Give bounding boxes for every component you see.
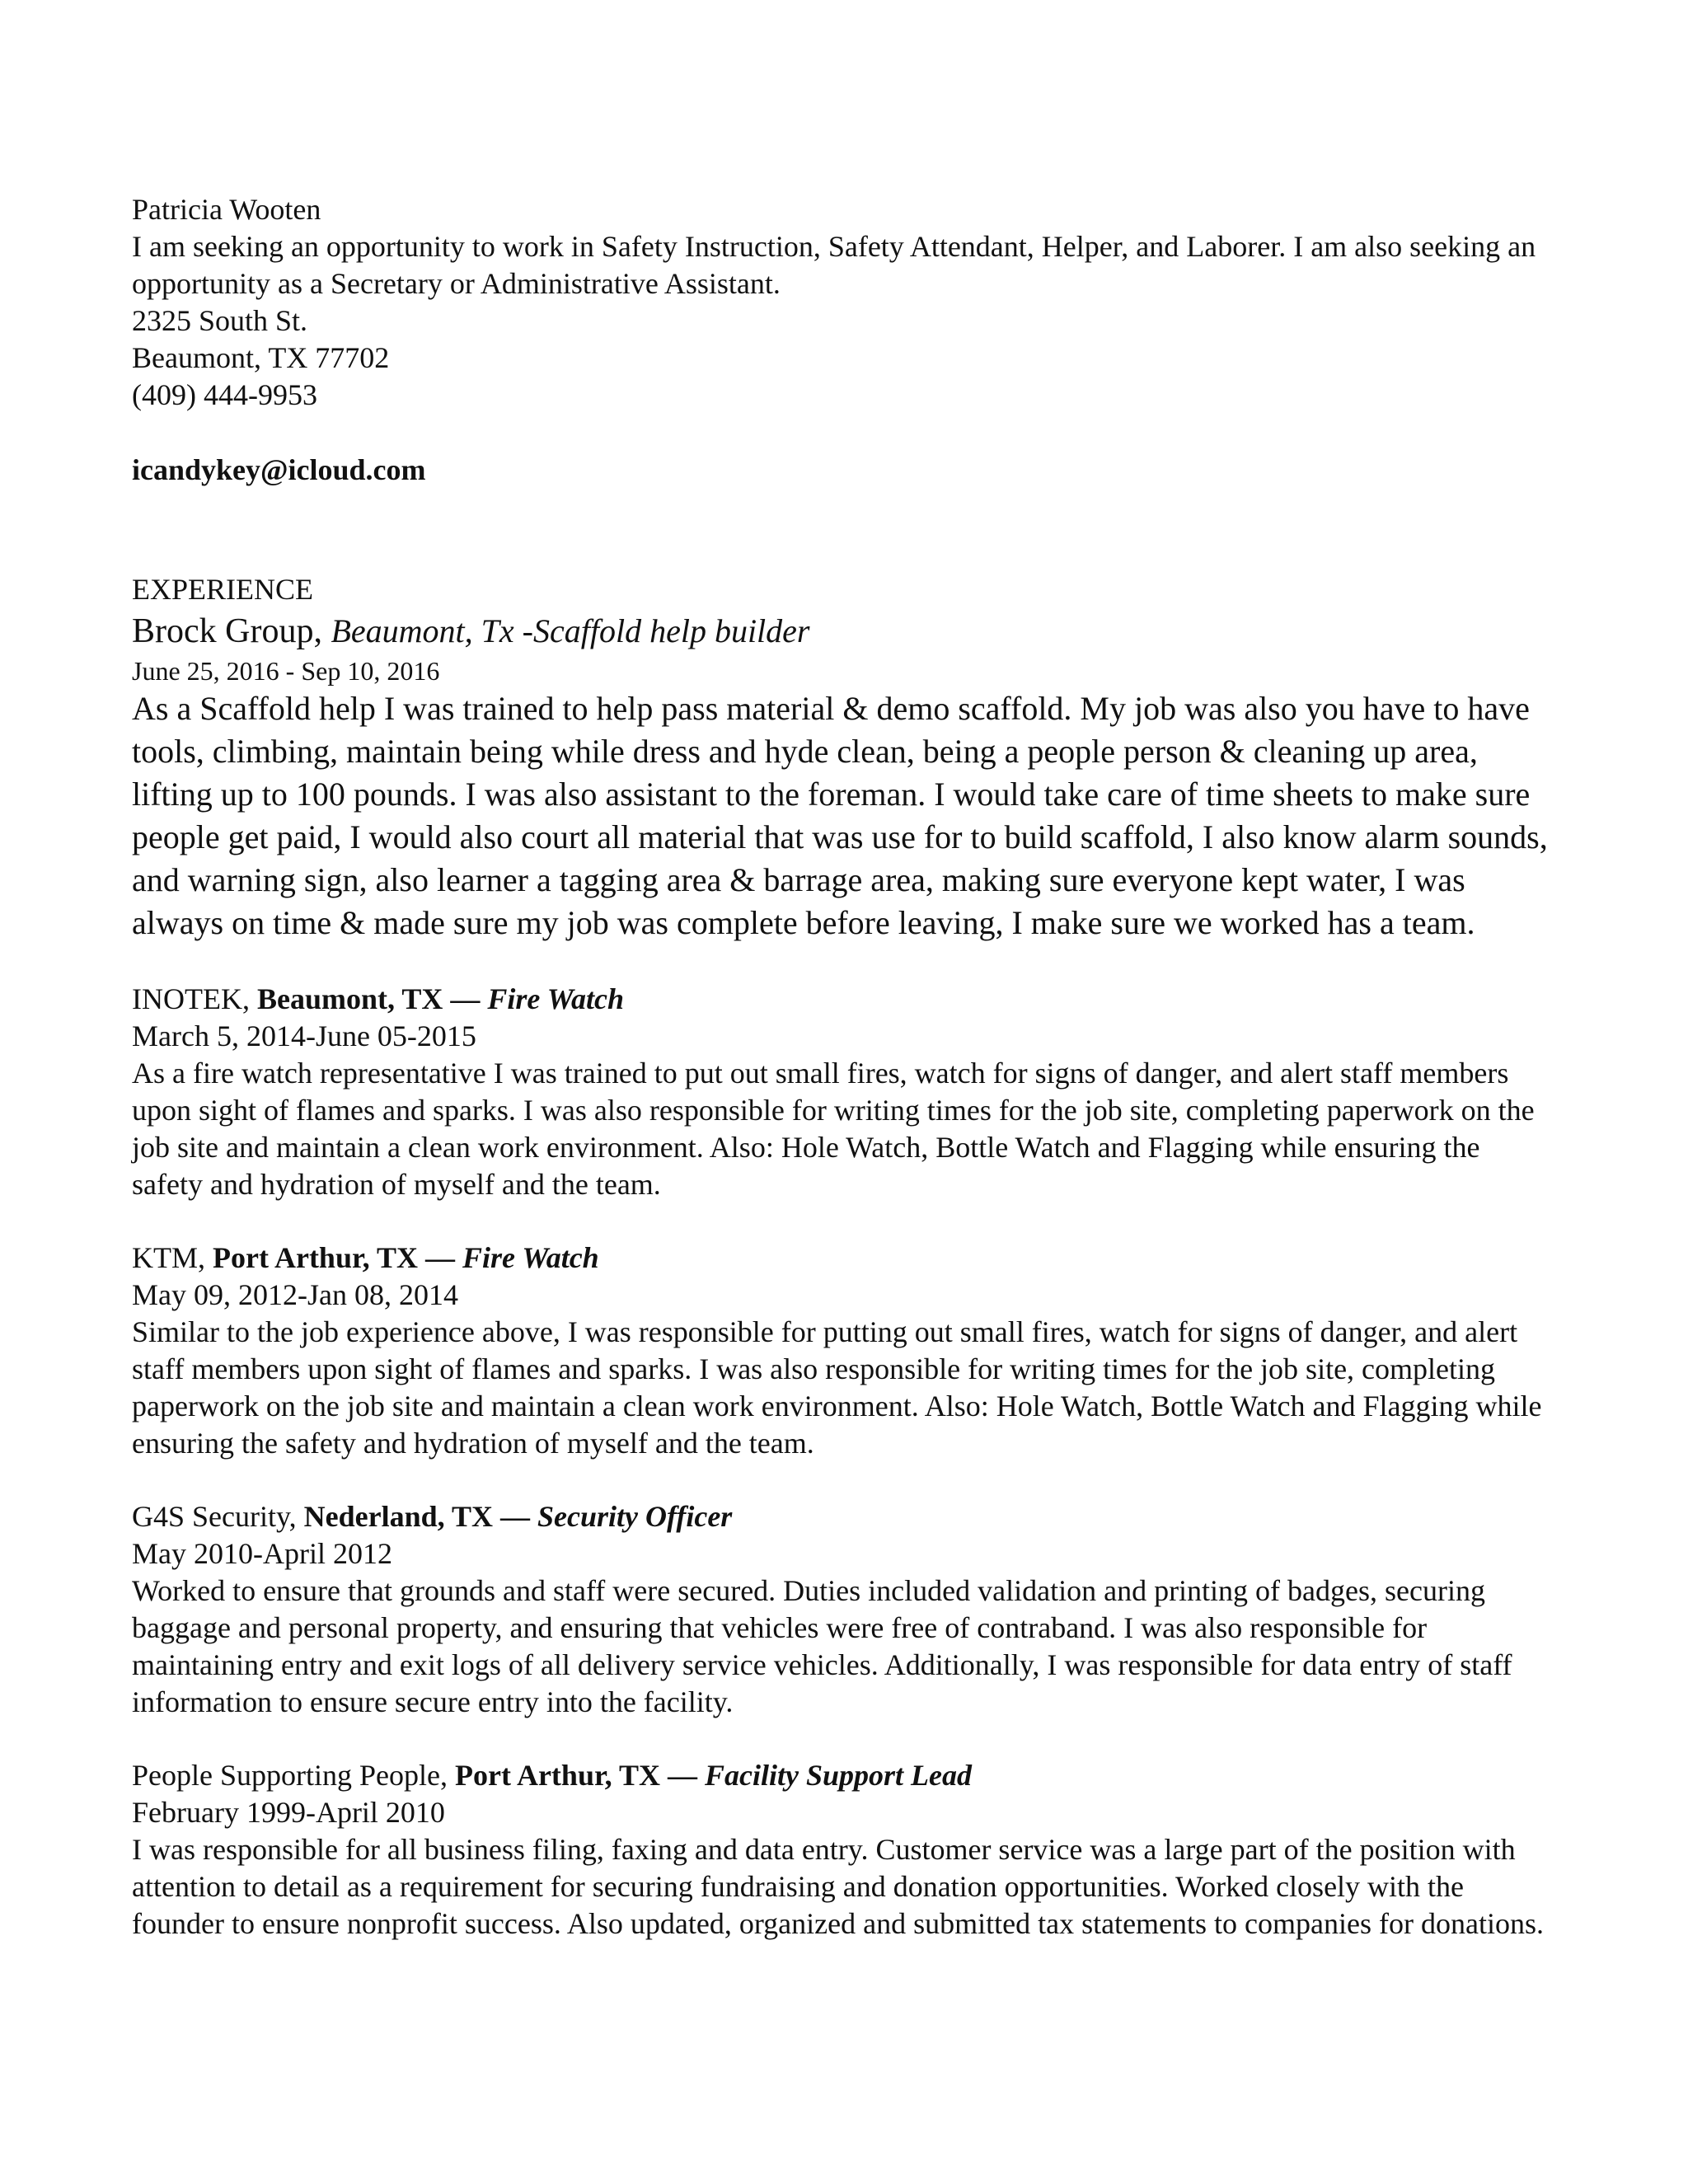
job-role: Facility Support Lead xyxy=(705,1759,972,1792)
job-company: G4S Security, xyxy=(132,1500,304,1533)
job-description: As a fire watch representative I was trained to put out small fires, watch for signs of danger, and alert staff members upon sight of flames and sparks. I was also responsible for writing times for the job site, completing paperwork on the job site and maintain a clean work environment. Also: Hole Watch, Bottle Watch and Flagging while ensuring the safety and hydration of myself and the team. xyxy=(132,1057,1535,1201)
job-location: Nederland, TX — xyxy=(303,1500,538,1533)
job-location: Port Arthur, TX — xyxy=(213,1241,463,1274)
job-entry-brock xyxy=(132,608,1550,944)
job-entry-ktm xyxy=(132,1240,1550,1462)
job-role: Fire Watch xyxy=(462,1241,599,1274)
email-address: icandykey@icloud.com xyxy=(132,453,426,486)
contact-block xyxy=(132,191,1550,489)
job-dates: June 25, 2016 - Sep 10, 2016 xyxy=(132,656,440,686)
job-description: Worked to ensure that grounds and staff were secured. Duties included validation and printing of badges, securing baggage and personal property, and ensuring that vehicles were free of contraband. I was also responsible for maintaining entry and exit logs of all delivery service vehicles. Additionally, I was responsible for data entry of staff information to ensure secure entry into the facility. xyxy=(132,1574,1512,1718)
address-line-2: Beaumont, TX 77702 xyxy=(132,341,390,374)
job-company: INOTEK, xyxy=(132,982,257,1015)
job-company: People Supporting People, xyxy=(132,1759,455,1792)
experience-heading: EXPERIENCE xyxy=(132,573,313,606)
job-dates: May 09, 2012-Jan 08, 2014 xyxy=(132,1278,458,1311)
job-location-role: Beaumont, Tx -Scaffold help builder xyxy=(331,612,810,649)
job-role: Security Officer xyxy=(537,1500,733,1533)
job-location: Port Arthur, TX — xyxy=(454,1759,705,1792)
objective-statement: I am seeking an opportunity to work in Safety Instruction, Safety Attendant, Helper, and Laborer. I am also seeking an opportunity as a Secretary or Administrative Assistant. xyxy=(132,230,1536,300)
job-description: I was responsible for all business filing, faxing and data entry. Customer service was a large part of the position with attention to detail as a requirement for securing fundraising and donation opportunities. Worked closely with the founder to ensure nonprofit success. Also updated, organized and submitted tax statements to companies for donations. xyxy=(132,1833,1544,1940)
resume-page xyxy=(132,191,1550,1943)
job-description: As a Scaffold help I was trained to help pass material & demo scaffold. My job was also you have to have tools, climbing, maintain being while dress and hyde clean, being a people person & cleaning up area, lifting up to 100 pounds. I was also assistant to the foreman. I would take care of time sheets to make sure people get paid, I would also court all material that was use for to build scaffold, I also know alarm sounds, and warning sign, also learner a tagging area & barrage area, making sure everyone kept water, I was always on time & made sure my job was complete before leaving, I make sure we worked has a team. xyxy=(132,690,1548,941)
phone-number: (409) 444-9953 xyxy=(132,378,317,411)
job-dates: February 1999-April 2010 xyxy=(132,1796,445,1829)
job-heading xyxy=(132,608,1550,654)
job-heading xyxy=(132,1498,1550,1535)
job-entry-psp xyxy=(132,1757,1550,1943)
job-role: Fire Watch xyxy=(487,982,625,1015)
job-description: Similar to the job experience above, I was responsible for putting out small fires, watch for signs of danger, and alert staff members upon sight of flames and sparks. I was also responsible for writing times for the job site, completing paperwork on the job site and maintain a clean work environment. Also: Hole Watch, Bottle Watch and Flagging while ensuring the safety and hydration of myself and the team. xyxy=(132,1315,1542,1460)
job-company: Brock Group, xyxy=(132,612,331,650)
address-line-1: 2325 South St. xyxy=(132,304,308,337)
job-entry-inotek xyxy=(132,981,1550,1203)
job-company: KTM, xyxy=(132,1241,213,1274)
job-heading xyxy=(132,981,1550,1018)
job-dates: May 2010-April 2012 xyxy=(132,1537,392,1570)
job-heading xyxy=(132,1240,1550,1277)
job-entry-g4s xyxy=(132,1498,1550,1721)
job-dates: March 5, 2014-June 05-2015 xyxy=(132,1019,476,1052)
candidate-name: Patricia Wooten xyxy=(132,193,321,226)
job-heading xyxy=(132,1757,1550,1794)
job-location: Beaumont, TX — xyxy=(256,982,488,1015)
